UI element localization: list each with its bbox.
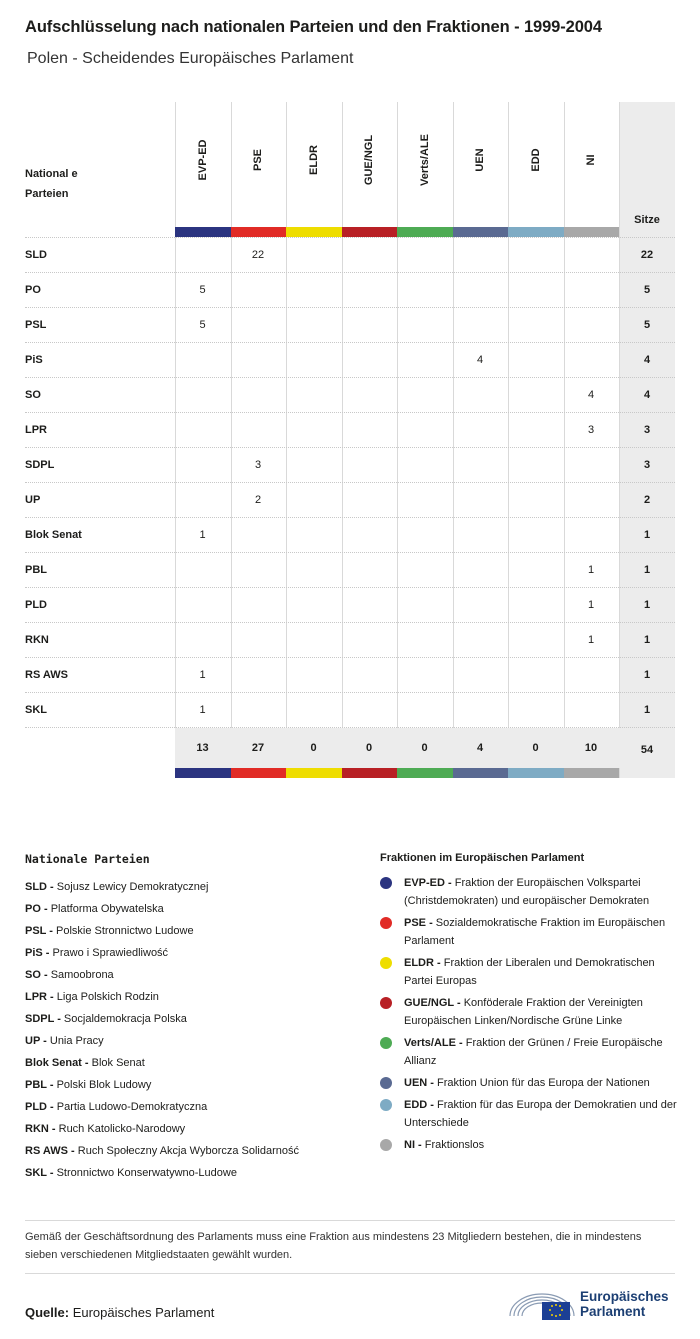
legend-group-item: NI - Fraktionslos	[380, 1136, 680, 1154]
group-color-dot-icon	[380, 877, 392, 889]
seat-cell: 5	[199, 319, 206, 331]
row-total: 5	[643, 319, 651, 331]
party-name: SKL	[25, 704, 47, 716]
group-color-bar	[342, 768, 398, 778]
row-total: 22	[640, 249, 654, 261]
seat-cell: 1	[587, 634, 595, 646]
legend-national-item: RS AWS - Ruch Społeczny Akcja Wyborcza Solidarność	[25, 1145, 300, 1157]
table-row	[25, 587, 675, 622]
page-subtitle: Polen - Scheidendes Europäisches Parlament	[27, 50, 354, 67]
legend-group-item: GUE/NGL - Konföderale Fraktion der Vereinigten Europäischen Linken/Nordische Grüne Linke	[380, 994, 680, 1030]
legend-groups	[380, 852, 680, 1158]
legend-national-item: SKL - Stronnictwo Konserwatywno-Ludowe	[25, 1167, 237, 1179]
legend-group-item: EVP-ED - Fraktion der Europäischen Volkspartei (Christdemokraten) und europäischer Demokraten	[380, 874, 680, 910]
group-color-bar	[453, 227, 509, 237]
source-line	[25, 1305, 214, 1320]
group-header: EVP-ED	[196, 139, 209, 181]
divider	[25, 1273, 675, 1274]
national-parties-header: National e Parteien	[25, 168, 78, 200]
legend-national-item: PO - Platforma Obywatelska	[25, 903, 164, 915]
page-title: Aufschlüsselung nach nationalen Parteien und den Fraktionen - 1999-2004	[25, 18, 602, 36]
group-color-bar	[231, 768, 287, 778]
seat-cell: 1	[587, 564, 595, 576]
group-total: 0	[421, 742, 428, 754]
group-color-bar	[508, 768, 564, 778]
party-name: SO	[25, 389, 41, 401]
group-color-bar	[286, 227, 342, 237]
sitze-header: Sitze	[634, 214, 660, 226]
party-name: PiS	[25, 354, 43, 366]
source-value: Europäisches Parlament	[72, 1305, 215, 1320]
legend-national-item: PSL - Polskie Stronnictwo Ludowe	[25, 925, 194, 937]
row-total: 1	[643, 599, 651, 611]
row-total: 4	[643, 354, 651, 366]
row-total: 2	[643, 494, 651, 506]
row-total: 1	[643, 704, 651, 716]
row-total: 1	[643, 669, 651, 681]
row-total: 5	[643, 284, 651, 296]
legend-groups-title: Fraktionen im Europäischen Parlament	[380, 852, 585, 864]
group-color-bar	[508, 227, 564, 237]
group-total: 0	[532, 742, 539, 754]
table-row	[25, 447, 675, 482]
group-total: 10	[584, 742, 598, 754]
party-name: RKN	[25, 634, 49, 646]
table-row	[25, 622, 675, 657]
group-color-bar	[342, 227, 398, 237]
row-total: 1	[643, 529, 651, 541]
party-name: PLD	[25, 599, 47, 611]
row-total: 4	[643, 389, 651, 401]
seat-cell: 4	[587, 389, 595, 401]
group-color-bar	[564, 768, 620, 778]
group-total: 4	[476, 742, 484, 754]
seat-cell: 2	[254, 494, 262, 506]
party-name: PO	[25, 284, 41, 296]
legend-national-item: SO - Samoobrona	[25, 969, 114, 981]
legend-national-item: UP - Unia Pracy	[25, 1035, 104, 1047]
group-color-dot-icon	[380, 1099, 392, 1111]
party-name: PSL	[25, 319, 47, 331]
row-total: 3	[643, 424, 651, 436]
group-color-dot-icon	[380, 1077, 392, 1089]
legend-national-item: RKN - Ruch Katolicko-Narodowy	[25, 1123, 186, 1135]
table-row	[25, 657, 675, 692]
party-name: SDPL	[25, 459, 55, 471]
table-row	[25, 307, 675, 342]
legend-group-item: PSE - Sozialdemokratische Fraktion im Europäischen Parlament	[380, 914, 680, 950]
legend-group-item: EDD - Fraktion für das Europa der Demokratien und der Unterschiede	[380, 1096, 680, 1132]
group-color-bar	[397, 768, 453, 778]
legend-national-title: Nationale Parteien	[25, 852, 150, 866]
group-header: UEN	[474, 148, 486, 172]
table-row	[25, 692, 675, 727]
seat-cell: 1	[587, 599, 595, 611]
row-total: 1	[643, 564, 651, 576]
legend-national-item: SDPL - Socjaldemokracja Polska	[25, 1013, 187, 1025]
group-color-bar	[231, 227, 287, 237]
parliament-hemicycle-icon	[508, 1284, 576, 1324]
seat-cell: 1	[199, 529, 206, 541]
legend-national-parties	[25, 852, 355, 1184]
row-total: 3	[643, 459, 651, 471]
row-total: 1	[643, 634, 651, 646]
group-color-bar	[564, 227, 620, 237]
group-total: 0	[310, 742, 317, 754]
legend-national-item: Blok Senat - Blok Senat	[25, 1057, 145, 1069]
party-name: LPR	[25, 424, 47, 436]
table-row	[25, 517, 675, 552]
legend-national-item: PLD - Partia Ludowo-Demokratyczna	[25, 1101, 208, 1113]
group-color-bar	[397, 227, 453, 237]
party-name: SLD	[25, 249, 47, 261]
group-header: PSE	[252, 148, 264, 172]
ep-logo	[508, 1284, 678, 1324]
seat-cell: 3	[254, 459, 262, 471]
seat-cell: 1	[199, 669, 206, 681]
legend-national-item: SLD - Sojusz Lewicy Demokratycznej	[25, 881, 209, 893]
group-color-bar	[453, 768, 509, 778]
group-total: 13	[196, 742, 209, 754]
legend-national-item: PBL - Polski Blok Ludowy	[25, 1079, 152, 1091]
group-color-dot-icon	[380, 1037, 392, 1049]
group-header: NI	[585, 154, 597, 166]
group-color-dot-icon	[380, 957, 392, 969]
group-color-dot-icon	[380, 917, 392, 929]
source-label: Quelle:	[25, 1305, 70, 1320]
table-row	[25, 237, 675, 272]
footnote: Gemäß der Geschäftsordnung des Parlaments muss eine Fraktion aus mindestens 23 Mitgliedern bestehen, die in mindestens sieben verschiedenen Mitgliedstaaten gewählt wurden.	[25, 1231, 642, 1261]
table-row	[25, 272, 675, 307]
group-total: 0	[365, 742, 373, 754]
party-name: UP	[25, 494, 41, 506]
group-color-bar	[175, 768, 231, 778]
legend-group-item: UEN - Fraktion Union für das Europa der Nationen	[380, 1074, 680, 1092]
group-color-bar	[175, 227, 231, 237]
grand-total: 54	[640, 744, 654, 756]
table-row	[25, 342, 675, 377]
group-header: EDD	[529, 148, 542, 172]
divider	[25, 1220, 675, 1221]
party-name: RS AWS	[25, 669, 68, 681]
seat-cell: 22	[251, 249, 265, 261]
seat-cell: 1	[199, 704, 206, 716]
party-name: PBL	[25, 564, 47, 576]
legend-national-item: PiS - Prawo i Sprawiedliwość	[25, 947, 169, 959]
seat-cell: 5	[199, 284, 206, 296]
table-row	[25, 482, 675, 517]
logo-text: Europäisches Parlament	[580, 1289, 669, 1319]
group-header: ELDR	[307, 145, 320, 175]
table-row	[25, 552, 675, 587]
group-color-dot-icon	[380, 997, 392, 1009]
legend-group-item: Verts/ALE - Fraktion der Grünen / Freie Europäische Allianz	[380, 1034, 680, 1070]
group-header: Verts/ALE	[418, 134, 431, 186]
group-color-bar	[286, 768, 342, 778]
table-row	[25, 412, 675, 447]
legend-national-item: LPR - Liga Polskich Rodzin	[25, 991, 159, 1003]
seat-cell: 4	[476, 354, 484, 366]
group-total: 27	[251, 742, 265, 754]
totals-row	[175, 728, 675, 768]
group-header: GUE/NGL	[363, 134, 375, 186]
legend-group-item: ELDR - Fraktion der Liberalen und Demokratischen Partei Europas	[380, 954, 680, 990]
party-name: Blok Senat	[25, 529, 82, 541]
group-color-dot-icon	[380, 1139, 392, 1151]
table-row	[25, 377, 675, 412]
seat-cell: 3	[587, 424, 595, 436]
